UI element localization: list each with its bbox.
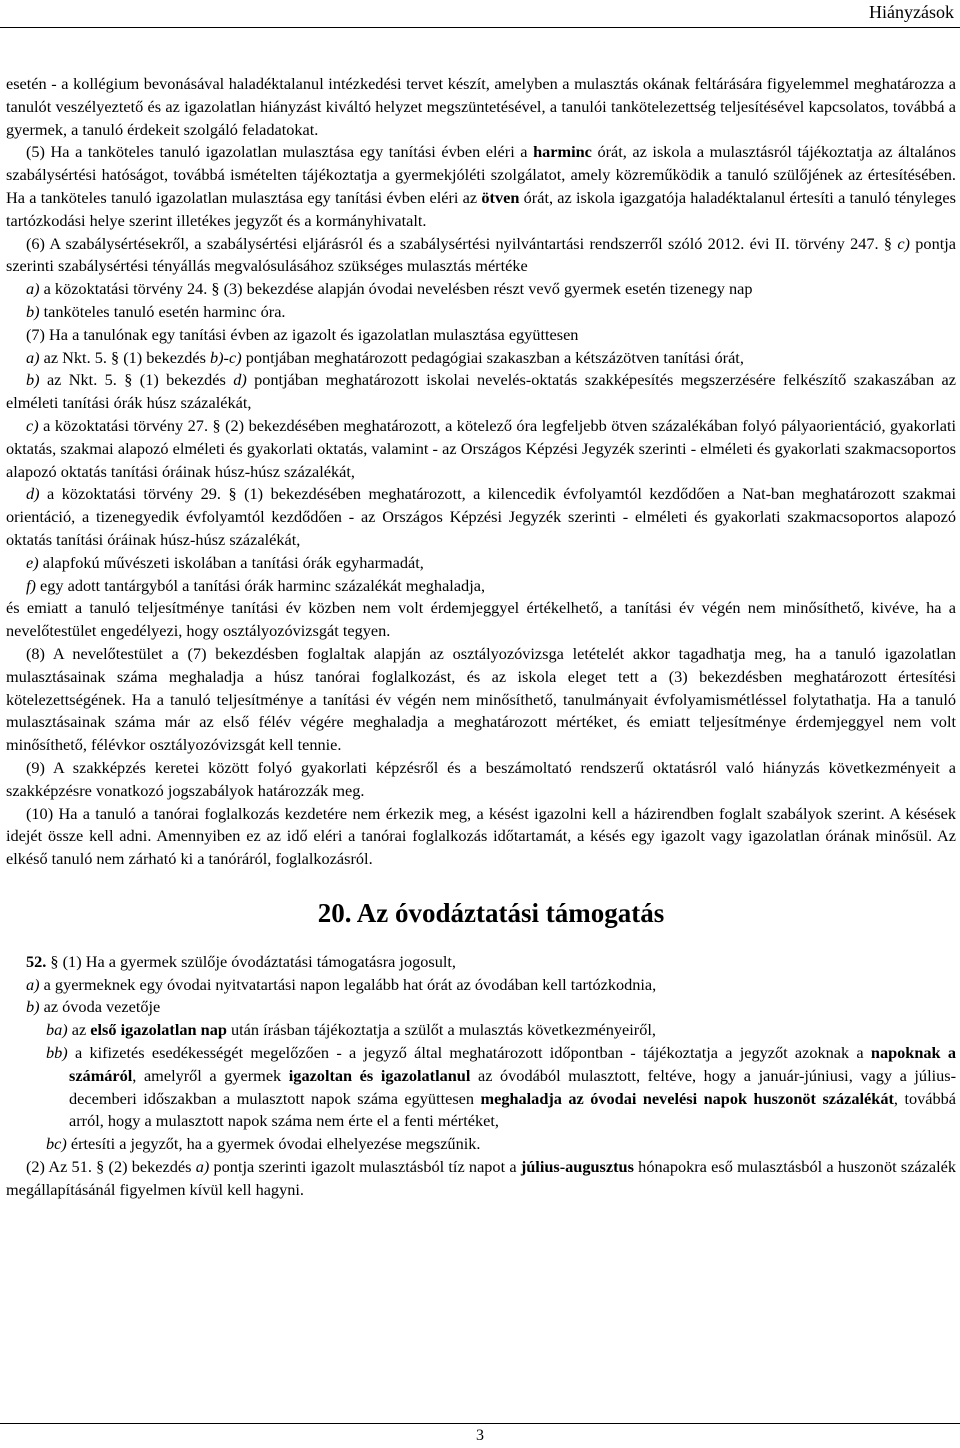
- paragraph: a) a gyermeknek egy óvodai nyitvatartási napon legalább hat órát az óvodában kell tartózkodnia,: [26, 974, 657, 994]
- paragraph: c) a közoktatási törvény 27. § (2) bekezdésében meghatározott, a kötelező óra legfeljebb ötven százalékában folyó pályaorientáció, gyakorlati oktatás, szakmai alapozó elméleti és gyakorlati oktatás, valamint - az Országos Képzési Jegyzék szerinti - elméleti és gyakorlati szakmacsoportos alapozó oktatás tanítási óráinak húsz-húsz százalékát,: [6, 415, 956, 481]
- header-title: Hiányzások: [869, 2, 954, 22]
- paragraph: (6) A szabálysértésekről, a szabálysértési eljárásról és a szabálysértési nyilvántartási rendszerről szóló 2012. évi II. törvény 247. § c) pontja szerinti szabálysértési tényállás megvalósulásához szükséges mulasztás mértéke: [6, 233, 956, 276]
- paragraph: (9) A szakképzés keretei között folyó gyakorlati képzésről és a beszámoltató rendszerű oktatásról való hiányzás következményeit a szakképzésre vonatkozó jogszabályok határozzák meg.: [6, 757, 956, 800]
- paragraph: d) a közoktatási törvény 29. § (1) bekezdésében meghatározott, a kilencedik évfolyamtól kezdődően a Nat-ban meghatározott szakmai orientáció, a tizenegyedik évfolyamtól kezdődően - az Országos Képzési Jegyzék szerinti - elméleti és gyakorlati szakmacsoportos alapozó oktatás tanítási óráinak húsz-húsz százalékát,: [6, 484, 956, 549]
- paragraph: b) tanköteles tanuló esetén harminc óra.: [26, 301, 286, 321]
- paragraphs-after: [6, 951, 956, 1202]
- paragraph: ba) az első igazolatlan nap után írásban tájékoztatja a szülőt a mulasztás következményeiről,: [46, 1020, 656, 1040]
- paragraph: (10) Ha a tanuló a tanórai foglalkozás kezdetére nem érkezik meg, a késést igazolni kell a házirendben foglalt szabályok szerint. A késések idejét össze kell adni. Amennyiben ez az idő eléri a tanórai foglalkozás időtartamát, a késés egy igazolt vagy igazolatlan órának minősül. Az elkéső tanuló nem zárható ki a tanóráról, foglalkozásról.: [6, 803, 956, 869]
- paragraph: és emiatt a tanuló teljesítménye tanítási év közben nem volt érdemjeggyel értékelhető, a tanítási év végén nem minősíthető, kivéve, ha a nevelőtestület engedélyezi, hogy osztályozóvizsgát tegyen.: [6, 598, 956, 641]
- paragraph: bb) a kifizetés esedékességét megelőzően - a jegyző által meghatározott időpontban - tájékoztatja a jegyzőt azoknak a napoknak a számáról, amelyről a gyermek igazoltan és igazolatlanul az óvodából mulasztott, feltéve, hogy a január-júniusi, vagy a július-decemberi időszakban a mulasztott napok száma együttesen meghaladja az óvodai nevelési napok huszonöt százalékát, továbbá arról, hogy a mulasztott napok száma nem érte el a fenti mértéket,: [46, 1043, 957, 1131]
- page-number: 3: [476, 1427, 484, 1444]
- paragraph: bc) értesíti a jegyzőt, ha a gyermek óvodai elhelyezése megszűnik.: [46, 1134, 481, 1154]
- page-header: [0, 0, 960, 28]
- paragraphs-before: [6, 73, 956, 871]
- paragraph: 52. § (1) Ha a gyermek szülője óvodáztatási támogatásra jogosult,: [26, 951, 456, 971]
- paragraph: b) az Nkt. 5. § (1) bekezdés d) pontjában meghatározott iskolai nevelés-oktatás szakképesítés megszerzésére felkészítő szakaszában az elméleti tanítási órák húsz százalékát,: [6, 370, 956, 413]
- paragraph: (5) Ha a tanköteles tanuló igazolatlan mulasztása egy tanítási évben eléri a harminc órát, az iskola a mulasztásról tájékoztatja az általános szabálysértési hatóságot, továbbá ismételten tájékoztatja a gyermekjóléti szolgálatot, amely közreműködik a tanuló szülőjének az értesítésében. Ha a tanköteles tanuló igazolatlan mulasztása egy tanítási évben eléri az ötven órát, az iskola igazgatója haladéktalanul értesíti a tanuló tényleges tartózkodási helye szerint illetékes jegyzőt és a kormányhivatalt.: [6, 142, 957, 230]
- paragraph: (8) A nevelőtestület a (7) bekezdésben foglaltak alapján az osztályozóvizsga letételét akkor tagadhatja meg, ha a tanuló igazolatlan mulasztásainak száma meghaladja a húsz tanórai foglalkozást, és az iskola eleget tett a (3) bekezdésben meghatározott értesítési kötelezettségének. Ha a tanuló teljesítménye a tanítási év végén nem minősíthető, tanulmányait évfolyamismétléssel folytathatja. Ha a tanuló mulasztásainak száma már az első félév végére meghaladja a meghatározott mértéket, és emiatt teljesítménye érdemjeggyel nem volt minősíthető, félévkor osztályozóvizsgát kell tennie.: [6, 643, 956, 755]
- document-body: [6, 73, 956, 1202]
- paragraph: a) az Nkt. 5. § (1) bekezdés b)-c) pontjában meghatározott pedagógiai szakaszban a kétszázötven tanítási órát,: [26, 347, 744, 367]
- paragraph: e) alapfokú művészeti iskolában a tanítási órák egyharmadát,: [26, 552, 424, 572]
- paragraph: b) az óvoda vezetője: [26, 997, 161, 1017]
- paragraph: f) egy adott tantárgyból a tanítási órák harminc százalékát meghaladja,: [26, 575, 486, 595]
- section-title: 20. Az óvodáztatási támogatás: [317, 897, 665, 928]
- paragraph: (7) Ha a tanulónak egy tanítási évben az igazolt és igazolatlan mulasztása együttesen: [26, 324, 579, 344]
- paragraph: a) a közoktatási törvény 24. § (3) bekezdése alapján óvodai nevelésben részt vevő gyermek esetén tizenegy nap: [26, 279, 753, 299]
- paragraph: (2) Az 51. § (2) bekezdés a) pontja szerinti igazolt mulasztásból tíz napot a július-augusztus hónapokra eső mulasztásból a huszonöt százalék megállapításánál figyelmen kívül kell hagyni.: [6, 1157, 956, 1199]
- footer-rule: [0, 1423, 960, 1424]
- header-rule: [0, 27, 960, 28]
- paragraph: esetén - a kollégium bevonásával haladéktalanul intézkedési tervet készít, amelyben a mulasztás okának feltárására figyelemmel meghatározza a tanulót veszélyeztető és az igazolatlan hiányzást kiváltó helyzet megszüntetésével, a tanulói tankötelezettség teljesítésével kapcsolatos, továbbá a gyermek, a tanuló érdekeit szolgáló feladatokat.: [6, 74, 956, 139]
